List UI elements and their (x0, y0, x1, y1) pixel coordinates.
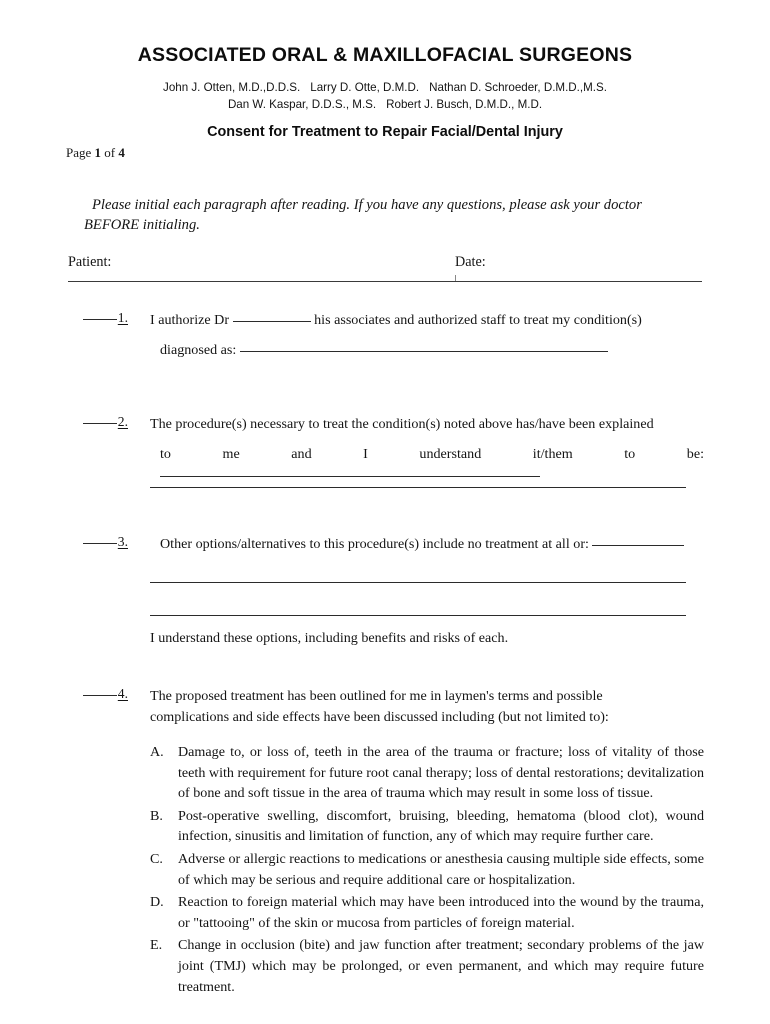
form-title: Consent for Treatment to Repair Facial/Dental Injury (207, 124, 563, 140)
instruction-line-2: BEFORE initialing. (84, 216, 200, 233)
item-2-line-2: to me and I understand it/them to be: (160, 444, 704, 486)
instruction-line-1: Please initial each paragraph after reading. If you have any questions, please ask your doctor (92, 197, 642, 213)
item-number-1: 1. (117, 310, 128, 325)
alternatives-blank-line-3[interactable] (150, 615, 686, 616)
list-item (150, 742, 704, 804)
doctor-name-schroeder: Nathan D. Schroeder, D.M.D.,M.S. (429, 81, 607, 94)
item-3-line-1: Other options/alternatives to this procedure(s) include no treatment at all or: (160, 534, 704, 555)
item-number-4: 4. (117, 686, 128, 701)
item-number-2: 2. (117, 414, 128, 429)
page-of-label: of (104, 145, 116, 160)
initial-blank-3[interactable] (68, 534, 128, 550)
item-1-line-1: I authorize Dr his associates and authorized staff to treat my condition(s) (150, 312, 642, 328)
doctor-name-fill-in[interactable] (233, 321, 311, 322)
item-4-line-1: The proposed treatment has been outlined for me in laymen's terms and possible (150, 688, 603, 704)
list-item (150, 806, 704, 847)
item-1-line-2: diagnosed as: (160, 340, 704, 361)
doctor-name-otte: Larry D. Otte, D.M.D. (310, 81, 420, 94)
initial-line-4[interactable] (83, 695, 117, 696)
initial-blank-2[interactable] (68, 414, 128, 430)
doctor-name-kaspar: Dan W. Kaspar, D.D.S., M.S. (227, 97, 377, 111)
list-item-text-b: Post-operative swelling, discomfort, bruising, bleeding, hematoma (blood clot), wound infection, sinusitis and limitation of function, any of which may require further care. (178, 807, 704, 845)
item-3-closing-text: I understand these options, including benefits and risks of each. (150, 630, 509, 646)
list-item (150, 935, 704, 997)
diagnosis-fill-in[interactable] (240, 351, 608, 352)
doctor-name-busch: Robert J. Busch, D.M.D., M.D. (386, 97, 543, 111)
doctors-line-2 (60, 97, 710, 114)
list-item-letter-e: E. (150, 937, 163, 954)
consent-item-3 (68, 534, 704, 555)
page-number (66, 145, 125, 161)
item-number-3: 3. (117, 534, 128, 549)
doctors-list (60, 80, 710, 113)
list-item-letter-a: A. (150, 744, 164, 760)
procedure-fill-in[interactable] (160, 476, 540, 477)
procedure-blank-line-2[interactable] (150, 487, 686, 488)
date-label: Date: (455, 254, 486, 270)
list-item-letter-b: B. (150, 807, 163, 824)
consent-item-1 (68, 310, 704, 361)
item-2-body (150, 414, 704, 486)
organization-title: ASSOCIATED ORAL & MAXILLOFACIAL SURGEONS (137, 44, 633, 66)
list-item-letter-c: C. (150, 850, 163, 867)
item-2-line-1: The procedure(s) necessary to treat the condition(s) noted above has/have been explained (150, 416, 654, 432)
list-item (150, 849, 704, 890)
doctor-name-otten: John J. Otten, M.D.,D.D.S. (163, 81, 301, 94)
list-item (150, 892, 704, 933)
item-1-body (150, 310, 704, 361)
item-4-line-2: complications and side effects have been discussed including (but not limited to): (150, 709, 609, 725)
initial-line-2[interactable] (83, 423, 117, 424)
patient-label: Patient: (68, 254, 112, 270)
initial-line-1[interactable] (83, 319, 117, 320)
list-item-text-a: Damage to, or loss of, teeth in the area of the trauma or fracture; loss of vitality of those teeth with requirement for future root canal therapy; loss of dental restorations; devitalization of bone and soft tissue in the area of trauma which may result in some loss of tissue. (178, 744, 704, 802)
initial-line-3[interactable] (83, 543, 117, 544)
alternatives-blank-line-2[interactable] (150, 582, 686, 583)
page-total: 4 (118, 145, 125, 160)
initial-blank-1[interactable] (68, 310, 128, 326)
consent-item-2 (68, 414, 704, 486)
list-item-text-d: Reaction to foreign material which may have been introduced into the wound by the trauma, or "tattooing" of the skin or mucosa from particles of foreign material. (178, 894, 704, 931)
consent-item-4 (68, 686, 704, 728)
patient-date-rule (68, 281, 702, 282)
list-item-text-e: Change in occlusion (bite) and jaw function after treatment; secondary problems of the jaw joint (TMJ) which may be prolonged, or even permanent, and which may require future treatment. (178, 937, 704, 995)
instruction-text (84, 196, 684, 235)
list-item-text-c: Adverse or allergic reactions to medications or anesthesia causing multiple side effects, some of which may be serious and require additional care or hospitalization. (178, 850, 704, 888)
complications-list (150, 742, 704, 997)
item-3-body (160, 534, 704, 555)
doctors-line-1 (60, 80, 710, 97)
page-current: 1 (94, 145, 102, 160)
list-item-letter-d: D. (150, 894, 164, 911)
initial-blank-4[interactable] (68, 686, 128, 702)
page-label: Page (66, 145, 92, 160)
alternatives-fill-in[interactable] (592, 545, 684, 546)
item-4-body (150, 686, 704, 728)
